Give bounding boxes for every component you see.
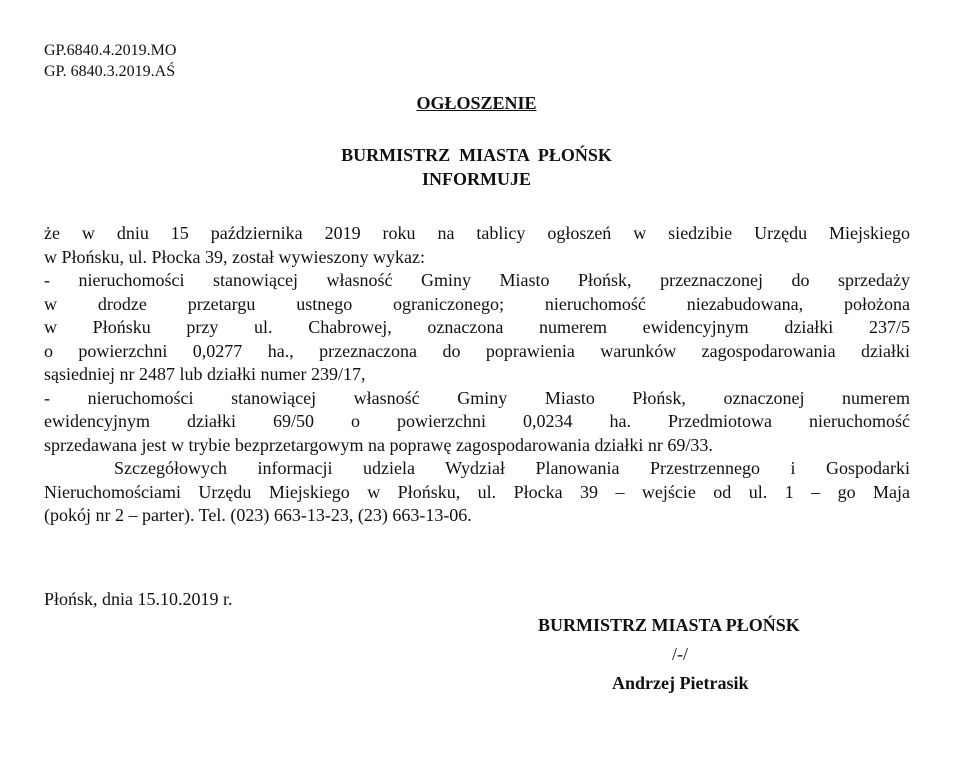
body-line: że w dniu 15 października 2019 roku na tablicy ogłoszeń w siedzibie Urzędu Miejskiego: [44, 223, 910, 243]
body-line: sąsiedniej nr 2487 lub działki numer 239/17,: [44, 364, 366, 384]
body-line: ewidencyjnym działki 69/50 o powierzchni 0,0234 ha. Przedmiotowa nieruchomość: [44, 411, 910, 431]
document-title: OGŁOSZENIE: [416, 93, 537, 113]
body-line: - nieruchomości stanowiącej własność Gminy Miasto Płońsk, oznaczonej numerem: [44, 387, 910, 408]
place-and-date: Płońsk, dnia 15.10.2019 r.: [44, 589, 233, 609]
heading-informs: INFORMUJE: [422, 169, 531, 189]
body-line: - nieruchomości stanowiącej własność Gminy Miasto Płońsk, przeznaczonej do sprzedaży: [44, 270, 910, 290]
signature-mark: /-/: [672, 644, 688, 664]
body-line: Szczegółowych informacji udziela Wydział Planowania Przestrzennego i Gospodarki: [114, 458, 910, 478]
reference-number: GP. 6840.3.2019.AŚ: [44, 63, 176, 80]
body-line: Nieruchomościami Urzędu Miejskiego w Płońsku, ul. Płocka 39 – wejście od ul. 1 – go Maja: [44, 481, 910, 502]
announcement-body: [44, 222, 910, 528]
body-line: sprzedawana jest w trybie bezprzetargowym na poprawę zagospodarowania działki nr 69/33.: [44, 434, 713, 455]
heading-office: BURMISTRZ MIASTA PŁOŃSK: [341, 145, 612, 165]
signature-office: BURMISTRZ MIASTA PŁOŃSK: [538, 615, 800, 635]
body-line: (pokój nr 2 – parter). Tel. (023) 663-13-23, (23) 663-13-06.: [44, 505, 472, 525]
body-line: w Płońsku, ul. Płocka 39, został wywieszony wykaz:: [44, 246, 425, 267]
reference-number: GP.6840.4.2019.MO: [44, 42, 177, 59]
body-line: o powierzchni 0,0277 ha., przeznaczona do poprawienia warunków zagospodarowania działki: [44, 340, 910, 361]
body-line: w Płońsku przy ul. Chabrowej, oznaczona numerem ewidencyjnym działki 237/5: [44, 317, 910, 337]
signature-name: Andrzej Pietrasik: [612, 673, 749, 693]
body-line: w drodze przetargu ustnego ograniczonego; nieruchomość niezabudowana, położona: [44, 293, 910, 314]
